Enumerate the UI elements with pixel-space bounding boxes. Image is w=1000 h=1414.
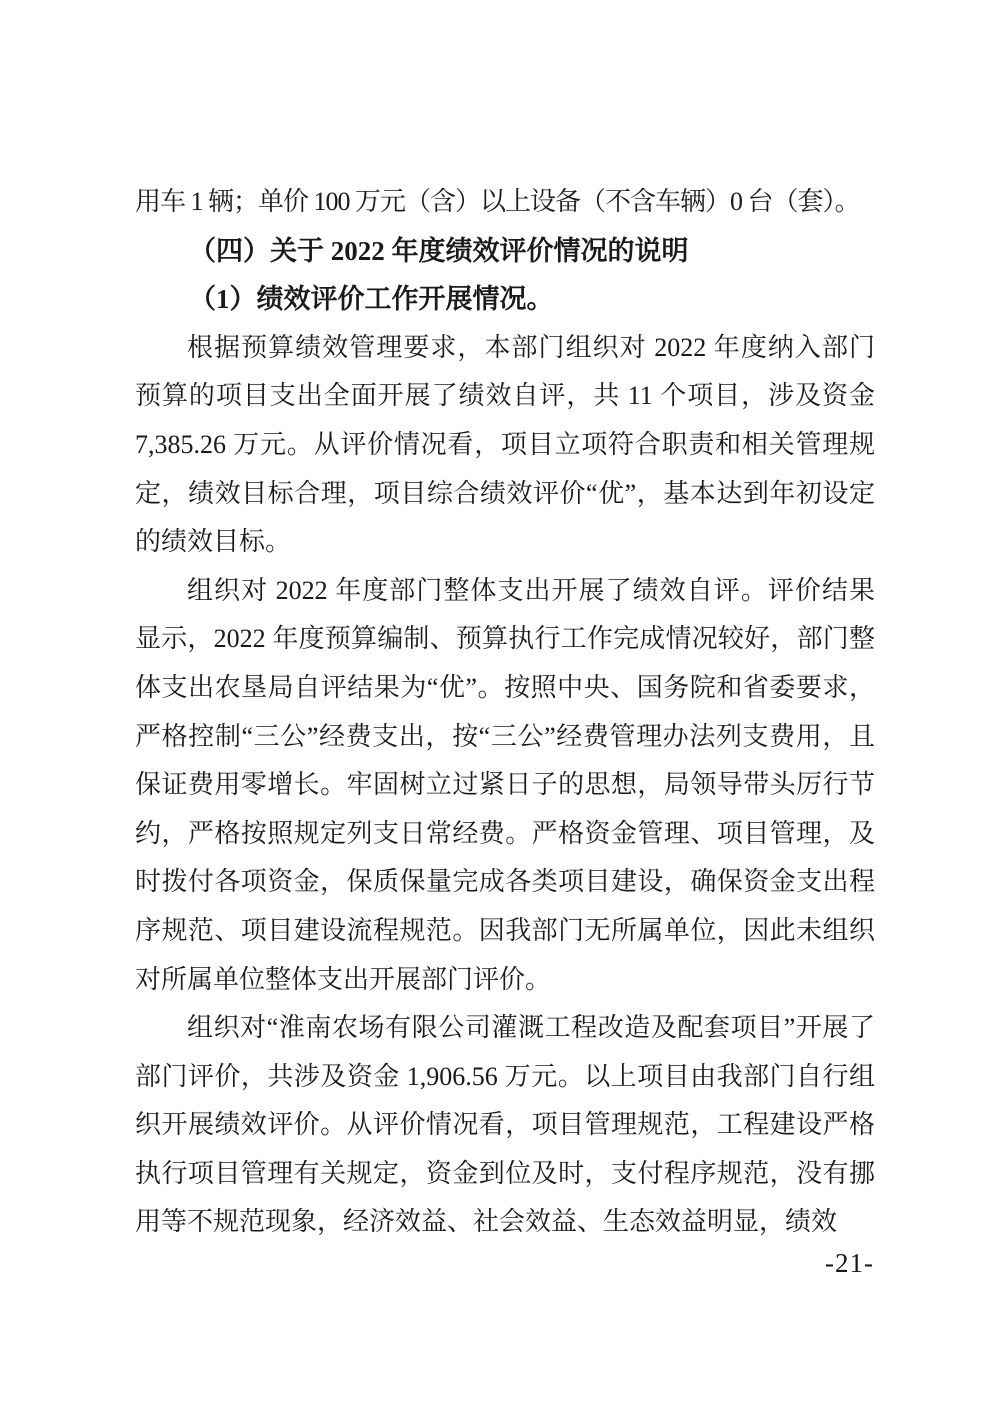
paragraph-irrigation-project: 组织对“淮南农场有限公司灌溉工程改造及配套项目”开展了部门评价，共涉及资金 1,906.56 万元。以上项目由我部门自行组织开展绩效评价。从评价情况看，项目管理规范，工程建设严格执行项目管理有关规定，资金到位及时，支付程序规范，没有挪用等不规范现象，经济效益、社会效益、生态效益明显，绩效 <box>135 1013 875 1237</box>
page-number: -21- <box>825 1248 874 1278</box>
paragraph-continuation: 用车 1 辆；单价 100 万元（含）以上设备（不含车辆）0 台（套）。 <box>135 187 860 216</box>
paragraph-self-evaluation: 根据预算绩效管理要求，本部门组织对 2022 年度纳入部门预算的项目支出全面开展了绩效自评，共 11 个项目，涉及资金 7,385.26 万元。从评价情况看，项目立项符合职责和相关管理规定，绩效目标合理，项目综合绩效评价“优”，基本达到年初设定的绩效目标。 <box>135 332 875 557</box>
paragraph-overall-expenditure: 组织对 2022 年度部门整体支出开展了绩效自评。评价结果显示，2022 年度预算编制、预算执行工作完成情况较好，部门整体支出农垦局自评结果为“优”。按照中央、国务院和省委要求，严格控制“三公”经费支出，按“三公”经费管理办法列支费用，且保证费用零增长。牢固树立过紧日子的思想，局领导带头厉行节约，严格按照规定列支日常经费。严格资金管理、项目管理，及时拨付各项资金，保质保量完成各类项目建设，确保资金支出程序规范、项目建设流程规范。因我部门无所属单位，因此未组织对所属单位整体支出开展部门评价。 <box>135 575 875 994</box>
section-heading: （四）关于 2022 年度绩效评价情况的说明 <box>189 235 689 266</box>
document-body <box>135 178 875 1247</box>
subsection-heading: （1）绩效评价工作开展情况。 <box>189 284 554 315</box>
